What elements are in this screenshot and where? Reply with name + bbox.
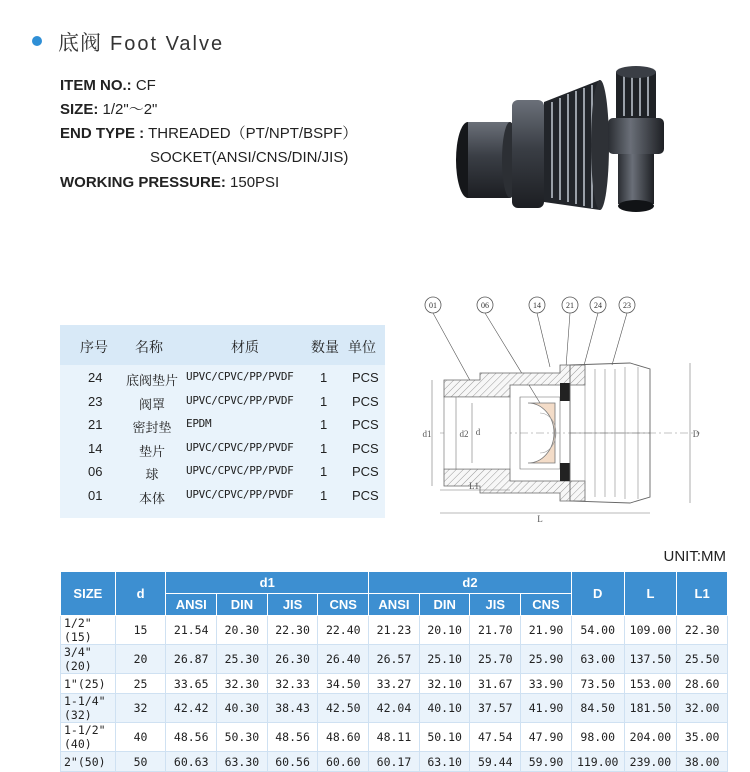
table-cell: 73.50: [571, 674, 624, 694]
parts-cell: 21: [88, 417, 103, 432]
parts-cell: EPDM: [186, 417, 212, 430]
callout-24-label: 24: [594, 301, 602, 310]
table-cell: 20.10: [419, 616, 470, 645]
table-cell: 63.10: [419, 752, 470, 772]
table-cell: 25.90: [521, 645, 572, 674]
table-cell: 137.50: [624, 645, 677, 674]
table-cell: 32.00: [677, 694, 728, 723]
table-cell: 40.10: [419, 694, 470, 723]
title-en: Foot Valve: [110, 33, 225, 55]
parts-cell: 01: [88, 487, 103, 503]
page-title: [58, 27, 224, 57]
col-d: d: [115, 572, 166, 616]
table-cell: 2"(50): [61, 752, 116, 772]
table-cell: 25.10: [419, 645, 470, 674]
parts-cell: 23: [88, 393, 103, 409]
unit-label: UNIT:MM: [663, 548, 726, 565]
spec-pressure: [60, 175, 279, 190]
table-cell: 21.90: [521, 616, 572, 645]
table-cell: 32.33: [267, 674, 318, 694]
parts-cell: 本体: [138, 490, 165, 506]
table-cell: 28.60: [677, 674, 728, 694]
table-cell: 26.30: [267, 645, 318, 674]
table-cell: 153.00: [624, 674, 677, 694]
table-cell: 21.70: [470, 616, 521, 645]
table-cell: 31.67: [470, 674, 521, 694]
col-L1: L1: [677, 572, 728, 616]
callout-23-label: 23: [623, 301, 631, 310]
table-cell: 50.30: [217, 723, 268, 752]
table-cell: 60.60: [318, 752, 369, 772]
col-size: SIZE: [61, 572, 116, 616]
sub-header: JIS: [470, 594, 521, 616]
table-cell: 33.90: [521, 674, 572, 694]
sub-header: JIS: [267, 594, 318, 616]
size-label: SIZE:: [60, 101, 99, 118]
table-row: [61, 694, 728, 723]
parts-header-name: 名称: [135, 339, 163, 355]
table-cell: 25.30: [217, 645, 268, 674]
table-cell: 63.30: [217, 752, 268, 772]
table-cell: 25.70: [470, 645, 521, 674]
table-cell: 26.40: [318, 645, 369, 674]
parts-cell: PCS: [352, 487, 379, 503]
table-cell: 1"(25): [61, 674, 116, 694]
table-cell: 119.00: [571, 752, 624, 772]
table-cell: 109.00: [624, 616, 677, 645]
table-cell: 181.50: [624, 694, 677, 723]
sub-header: DIN: [217, 594, 268, 616]
table-cell: 60.17: [369, 752, 420, 772]
dim-d: d: [475, 427, 481, 437]
table-row: [61, 752, 728, 772]
table-cell: 1-1/2"(40): [61, 723, 116, 752]
parts-cell: PCS: [352, 393, 379, 409]
dim-D: D: [692, 429, 700, 439]
callout-06-label: 06: [481, 301, 489, 310]
table-cell: 3/4"(20): [61, 645, 116, 674]
parts-cell: PCS: [352, 417, 379, 432]
table-row: [61, 616, 728, 645]
table-cell: 37.57: [470, 694, 521, 723]
table-cell: 50: [115, 752, 166, 772]
table-cell: 84.50: [571, 694, 624, 723]
parts-header-material: 材质: [231, 339, 259, 355]
dim-L: L: [537, 514, 543, 524]
table-cell: 20: [115, 645, 166, 674]
sub-header: ANSI: [369, 594, 420, 616]
parts-cell: PCS: [352, 370, 379, 385]
table-cell: 26.57: [369, 645, 420, 674]
end-type-value-1: THREADED（PT/NPT/BSPF）: [148, 125, 358, 142]
table-cell: 26.87: [166, 645, 217, 674]
dim-d1: d1: [422, 429, 432, 439]
table-cell: 47.90: [521, 723, 572, 752]
table-cell: 32.30: [217, 674, 268, 694]
table-row: [61, 645, 728, 674]
dim-d2: d2: [459, 429, 469, 439]
parts-cell: 24: [88, 370, 103, 385]
table-cell: 33.27: [369, 674, 420, 694]
title-cn: 底阀: [58, 32, 102, 55]
parts-cell: 垫片: [138, 443, 165, 459]
table-cell: 48.60: [318, 723, 369, 752]
callout-14-label: 14: [533, 301, 541, 310]
sub-header: ANSI: [166, 594, 217, 616]
parts-cell: 14: [88, 440, 103, 456]
parts-header-qty: 数量: [311, 339, 339, 355]
table-cell: 34.50: [318, 674, 369, 694]
parts-cell: UPVC/CPVC/PP/PVDF: [186, 370, 294, 383]
parts-header-no: 序号: [80, 339, 108, 355]
parts-cell: 1: [320, 440, 328, 456]
table-cell: 25: [115, 674, 166, 694]
cross-section-diagram: [400, 285, 725, 525]
table-cell: 21.54: [166, 616, 217, 645]
table-cell: 239.00: [624, 752, 677, 772]
spec-end-type: [60, 126, 357, 141]
table-cell: 63.00: [571, 645, 624, 674]
table-row: [61, 674, 728, 694]
table-cell: 33.65: [166, 674, 217, 694]
table-cell: 59.90: [521, 752, 572, 772]
table-cell: 38.00: [677, 752, 728, 772]
table-cell: 40.30: [217, 694, 268, 723]
table-cell: 48.56: [166, 723, 217, 752]
table-cell: 22.40: [318, 616, 369, 645]
table-cell: 15: [115, 616, 166, 645]
parts-cell: 1: [320, 464, 328, 479]
table-cell: 42.42: [166, 694, 217, 723]
col-D: D: [571, 572, 624, 616]
col-L: L: [624, 572, 677, 616]
parts-cell: 1: [320, 487, 328, 503]
table-cell: 22.30: [677, 616, 728, 645]
sub-header: DIN: [419, 594, 470, 616]
table-cell: 42.04: [369, 694, 420, 723]
table-cell: 35.00: [677, 723, 728, 752]
table-cell: 60.56: [267, 752, 318, 772]
parts-header-unit: 单位: [348, 339, 376, 355]
end-type-label: END TYPE :: [60, 125, 145, 142]
table-cell: 22.30: [267, 616, 318, 645]
table-cell: 38.43: [267, 694, 318, 723]
parts-cell: 1: [320, 370, 328, 385]
table-cell: 20.30: [217, 616, 268, 645]
product-photo: [440, 60, 680, 235]
table-cell: 60.63: [166, 752, 217, 772]
table-cell: 32: [115, 694, 166, 723]
table-cell: 54.00: [571, 616, 624, 645]
callout-21-label: 21: [566, 301, 574, 310]
dim-L1: L1: [469, 481, 479, 491]
table-cell: 204.00: [624, 723, 677, 752]
callout-01-label: 01: [429, 301, 437, 310]
spec-end-type-2: SOCKET(ANSI/CNS/DIN/JIS): [150, 149, 349, 166]
table-cell: 1-1/4"(32): [61, 694, 116, 723]
parts-cell: 球: [145, 467, 159, 482]
parts-cell: 密封垫: [132, 420, 172, 435]
parts-cell: UPVC/CPVC/PP/PVDF: [186, 464, 294, 477]
table-cell: 47.54: [470, 723, 521, 752]
parts-cell: PCS: [352, 440, 379, 456]
parts-cell: 06: [88, 464, 103, 479]
table-cell: 48.11: [369, 723, 420, 752]
table-cell: 98.00: [571, 723, 624, 752]
table-cell: 41.90: [521, 694, 572, 723]
parts-cell: UPVC/CPVC/PP/PVDF: [186, 440, 294, 454]
table-cell: 48.56: [267, 723, 318, 752]
parts-cell: UPVC/CPVC/PP/PVDF: [186, 393, 294, 407]
table-cell: 32.10: [419, 674, 470, 694]
table-cell: 59.44: [470, 752, 521, 772]
parts-cell: 1: [320, 393, 328, 409]
spec-item: [60, 78, 156, 93]
strainer-left: [544, 80, 609, 210]
title-bullet: [32, 36, 42, 46]
parts-cell: 底阀垫片: [125, 373, 178, 388]
table-cell: 42.50: [318, 694, 369, 723]
table-cell: 25.50: [677, 645, 728, 674]
col-d1: d1: [166, 572, 369, 594]
vertical-valve: [608, 66, 664, 212]
size-value: 1/2"～2": [102, 101, 158, 118]
sub-header: CNS: [521, 594, 572, 616]
parts-cell: PCS: [352, 464, 379, 479]
spec-size: [60, 102, 157, 117]
parts-cell: 阀罩: [138, 396, 165, 412]
table-cell: 1/2"(15): [61, 616, 116, 645]
pressure-label: WORKING PRESSURE:: [60, 174, 226, 191]
table-cell: 50.10: [419, 723, 470, 752]
item-value: CF: [135, 77, 156, 94]
dimensions-table: [60, 571, 728, 772]
parts-cell: UPVC/CPVC/PP/PVDF: [186, 487, 294, 501]
parts-cell: 1: [320, 417, 328, 432]
item-label: ITEM NO.:: [60, 77, 132, 94]
pressure-value: 150PSI: [230, 174, 280, 191]
table-cell: 40: [115, 723, 166, 752]
sub-header: CNS: [318, 594, 369, 616]
col-d2: d2: [369, 572, 572, 594]
table-cell: 21.23: [369, 616, 420, 645]
table-row: [61, 723, 728, 752]
